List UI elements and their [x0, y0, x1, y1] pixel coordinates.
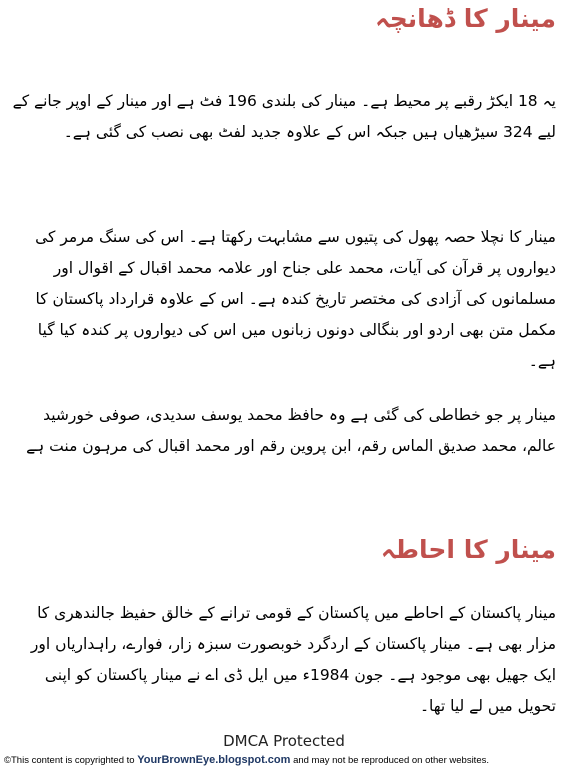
paragraph-calligraphy: مینار پر جو خطاطی کی گئی ہے وہ حافظ محمد یوسف سدیدی، صوفی خورشید عالم، محمد صدیق الماس رقم، ابن پروین رقم اور محمد اقبال کی مرہون منت ہے: [26, 406, 556, 455]
paragraph-base-inscriptions: مینار کا نچلا حصہ پھول کی پتیوں سے مشابہت رکھتا ہے۔ اس کی سنگ مرمر کی دیواروں پر قرآن کی آیات، محمد علی جناح اور علامہ محمد اقبال کے اقوال اور مسلمانوں کی آزادی کی مختصر تاریخ کندہ ہے۔ اس کے علاوہ قرارداد پاکستان کا مکمل متن بھی اردو اور بنگالی دونوں زبانوں میں اس کی دیواروں پر کندہ کیا گیا ہے۔: [35, 228, 556, 370]
dmca-badge[interactable]: DMCA Protected: [223, 732, 345, 750]
copyright-suffix: and may not be reproduced on other websites.: [293, 755, 489, 766]
paragraph-area-height: یہ 18 ایکڑ رقبے پر محیط ہے۔ مینار کی بلندی 196 فٹ ہے اور مینار کے اوپر جانے کے لیے 324 سیڑھیاں ہیں جبکہ اس کے علاوہ جدید لفٹ بھی نصب کی گئی ہے۔: [12, 92, 556, 141]
copyright-prefix: ©This content is copyrighted to: [4, 755, 135, 766]
site-link[interactable]: YourBrownEye.blogspot.com: [137, 754, 291, 766]
copyright-footer: [4, 753, 566, 768]
section-title-enclosure: مینار کا احاطہ: [380, 535, 556, 564]
paragraph-enclosure: مینار پاکستان کے احاطے میں پاکستان کے قومی ترانے کے خالق حفیظ جالندھری کا مزار بھی ہے۔ مینار پاکستان کے اردگرد خوبصورت سبزہ زار، فوارے، راہداریاں اور ایک جھیل بھی موجود ہے۔ جون 1984ء میں ایل ڈی اے نے مینار پاکستان کو اپنی تحویل میں لے لیا تھا۔: [30, 604, 556, 715]
section-title-structure: مینار کا ڈھانچہ: [375, 4, 556, 33]
